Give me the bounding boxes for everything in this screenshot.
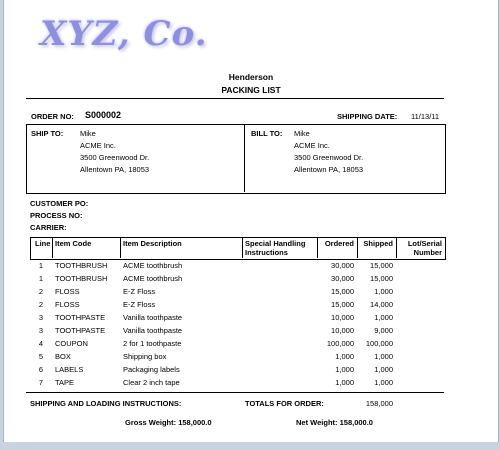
col-header-item-description: Item Description (123, 239, 182, 248)
row-ordered: 10,000 (331, 326, 354, 335)
bill-to-label: BILL TO: (251, 129, 283, 138)
row-ordered: 100,000 (326, 339, 354, 348)
col-divider (52, 237, 53, 258)
row-line: 4 (38, 339, 44, 348)
col-header-lot-serial-1: Lot/Serial (407, 239, 442, 248)
col-header-item-code: Item Code (55, 239, 92, 248)
row-item-code: LABELS (55, 365, 84, 374)
row-item-description: Vanilla toothpaste (123, 326, 183, 335)
document-title: PACKING LIST (221, 85, 281, 95)
row-line: 6 (38, 365, 44, 374)
row-line: 2 (38, 287, 44, 296)
carrier-label: CARRIER: (30, 223, 67, 232)
row-item-code: TOOTHBRUSH (55, 261, 108, 270)
address-divider (244, 124, 245, 192)
totals-label: TOTALS FOR ORDER: (245, 399, 324, 408)
col-divider (242, 237, 243, 258)
row-ordered: 15,000 (331, 287, 354, 296)
order-no-label: ORDER NO: (31, 112, 74, 121)
shipping-date-label: SHIPPING DATE: (337, 112, 398, 121)
shipping-date-value: 11/13/11 (411, 112, 440, 121)
row-line: 2 (38, 300, 44, 309)
ship-to-label: SHIP TO: (31, 129, 64, 138)
row-line: 7 (38, 378, 44, 387)
row-item-description: ACME toothbrush (123, 261, 183, 270)
ship-to-company: ACME Inc. (80, 141, 116, 150)
col-divider (120, 237, 121, 258)
row-item-description: Shipping box (123, 352, 167, 361)
packing-list-page (3, 0, 499, 442)
row-line: 1 (38, 274, 44, 283)
row-ordered: 1,000 (335, 352, 354, 361)
customer-po-label: CUSTOMER PO: (30, 199, 89, 208)
bill-to-city: Allentown PA, 18053 (294, 165, 364, 174)
row-item-code: TAPE (55, 378, 75, 387)
company-logo: XYZ, Co. (40, 14, 208, 54)
viewer-background (0, 442, 500, 450)
row-line: 3 (38, 313, 44, 322)
col-header-special-handling-1: Special Handling (245, 239, 306, 248)
row-shipped: 14,000 (370, 300, 393, 309)
table-bottom-divider (26, 392, 444, 393)
company-name: Henderson (228, 72, 274, 82)
row-ordered: 30,000 (331, 261, 354, 270)
col-header-line: Line (35, 239, 51, 248)
row-item-description: Clear 2 inch tape (123, 378, 180, 387)
ship-to-city: Allentown PA, 18053 (80, 165, 150, 174)
row-line: 3 (38, 326, 44, 335)
order-no-value: S000002 (85, 110, 122, 120)
gross-weight: Gross Weight: 158,000.0 (125, 418, 212, 427)
title-divider (26, 98, 444, 99)
row-shipped: 1,000 (374, 365, 393, 374)
bill-to-name: Mike (294, 129, 310, 138)
row-item-code: COUPON (55, 339, 88, 348)
row-shipped: 9,000 (374, 326, 393, 335)
row-item-code: TOOTHPASTE (55, 313, 106, 322)
col-header-ordered: Ordered (324, 239, 354, 248)
row-item-description: ACME toothbrush (123, 274, 183, 283)
shipping-instructions-label: SHIPPING AND LOADING INSTRUCTIONS: (30, 399, 182, 408)
net-weight: Net Weight: 158,000.0 (296, 418, 373, 427)
row-shipped: 15,000 (370, 261, 393, 270)
col-header-lot-serial-2: Number (413, 248, 442, 257)
ship-to-street: 3500 Greenwood Dr. (80, 153, 150, 162)
row-shipped: 1,000 (374, 352, 393, 361)
row-shipped: 15,000 (370, 274, 393, 283)
totals-value: 158,000 (365, 399, 393, 408)
row-ordered: 1,000 (335, 378, 354, 387)
row-ordered: 30,000 (331, 274, 354, 283)
row-item-code: FLOSS (55, 300, 80, 309)
bill-to-company: ACME Inc. (294, 141, 330, 150)
row-item-description: Packaging labels (123, 365, 180, 374)
process-no-label: PROCESS NO: (30, 211, 83, 220)
col-header-special-handling-2: Instructions (245, 248, 288, 257)
row-shipped: 1,000 (374, 378, 393, 387)
row-shipped: 1,000 (374, 313, 393, 322)
row-line: 5 (38, 352, 44, 361)
row-item-description: 2 for 1 toothpaste (123, 339, 182, 348)
ship-to-name: Mike (80, 129, 96, 138)
row-item-description: Vanilla toothpaste (123, 313, 183, 322)
row-item-code: TOOTHBRUSH (55, 274, 108, 283)
row-ordered: 1,000 (335, 365, 354, 374)
row-shipped: 100,000 (365, 339, 393, 348)
bill-to-street: 3500 Greenwood Dr. (294, 153, 364, 162)
row-ordered: 10,000 (331, 313, 354, 322)
row-item-description: E-Z Floss (123, 287, 156, 296)
row-ordered: 15,000 (331, 300, 354, 309)
row-item-code: FLOSS (55, 287, 80, 296)
row-item-description: E-Z Floss (123, 300, 156, 309)
row-line: 1 (38, 261, 44, 270)
row-item-code: BOX (55, 352, 71, 361)
col-header-shipped: Shipped (363, 239, 393, 248)
row-item-code: TOOTHPASTE (55, 326, 106, 335)
row-shipped: 1,000 (374, 287, 393, 296)
